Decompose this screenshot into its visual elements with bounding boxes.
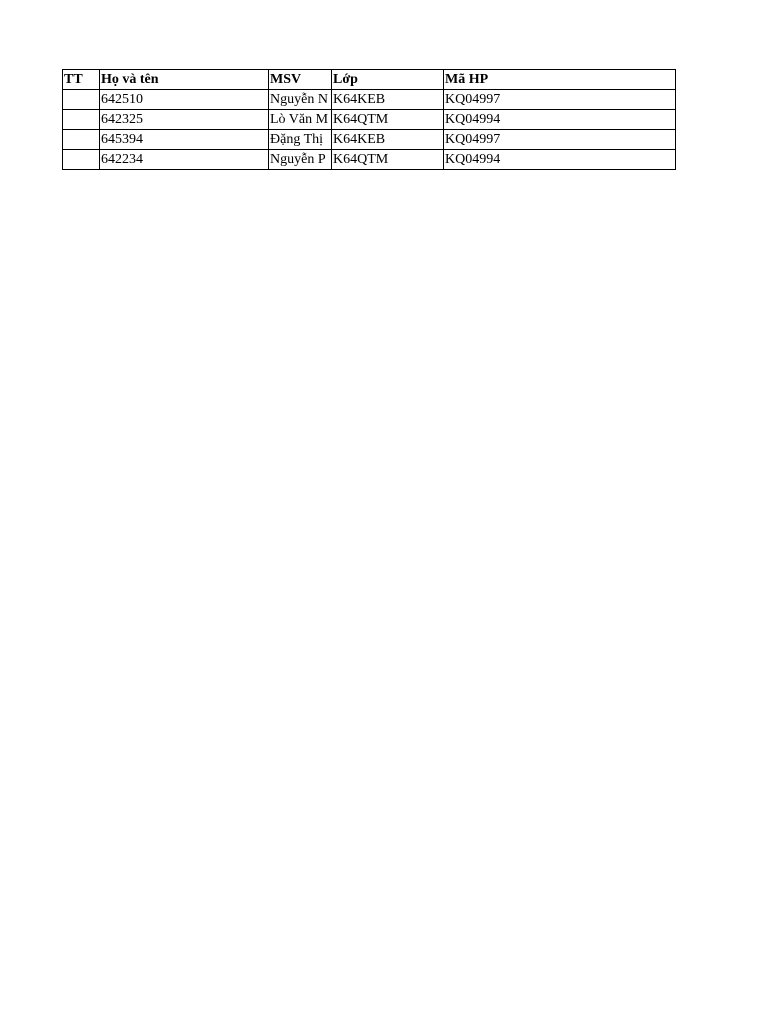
cell-mahp: KQ04994 xyxy=(444,110,676,130)
table-row xyxy=(63,110,676,130)
header-lop: Lớp xyxy=(332,70,444,90)
cell-lop: K64QTM xyxy=(332,110,444,130)
cell-tt xyxy=(63,130,100,150)
cell-lop: K64QTM xyxy=(332,150,444,170)
table-row xyxy=(63,90,676,110)
cell-msv: Lò Văn M xyxy=(269,110,332,130)
header-tt: TT xyxy=(63,70,100,90)
cell-name: 642510 xyxy=(100,90,269,110)
cell-tt xyxy=(63,90,100,110)
table-row xyxy=(63,130,676,150)
table-header-row xyxy=(63,70,676,90)
header-mahp: Mã HP xyxy=(444,70,676,90)
student-table xyxy=(62,69,676,170)
cell-msv: Đặng Thị xyxy=(269,130,332,150)
table-row xyxy=(63,150,676,170)
cell-tt xyxy=(63,110,100,130)
cell-name: 642234 xyxy=(100,150,269,170)
cell-lop: K64KEB xyxy=(332,130,444,150)
cell-lop: K64KEB xyxy=(332,90,444,110)
header-msv: MSV xyxy=(269,70,332,90)
header-name: Họ và tên xyxy=(100,70,269,90)
cell-mahp: KQ04994 xyxy=(444,150,676,170)
cell-msv: Nguyễn P xyxy=(269,150,332,170)
cell-name: 642325 xyxy=(100,110,269,130)
cell-mahp: KQ04997 xyxy=(444,90,676,110)
cell-tt xyxy=(63,150,100,170)
cell-msv: Nguyễn N xyxy=(269,90,332,110)
cell-name: 645394 xyxy=(100,130,269,150)
cell-mahp: KQ04997 xyxy=(444,130,676,150)
